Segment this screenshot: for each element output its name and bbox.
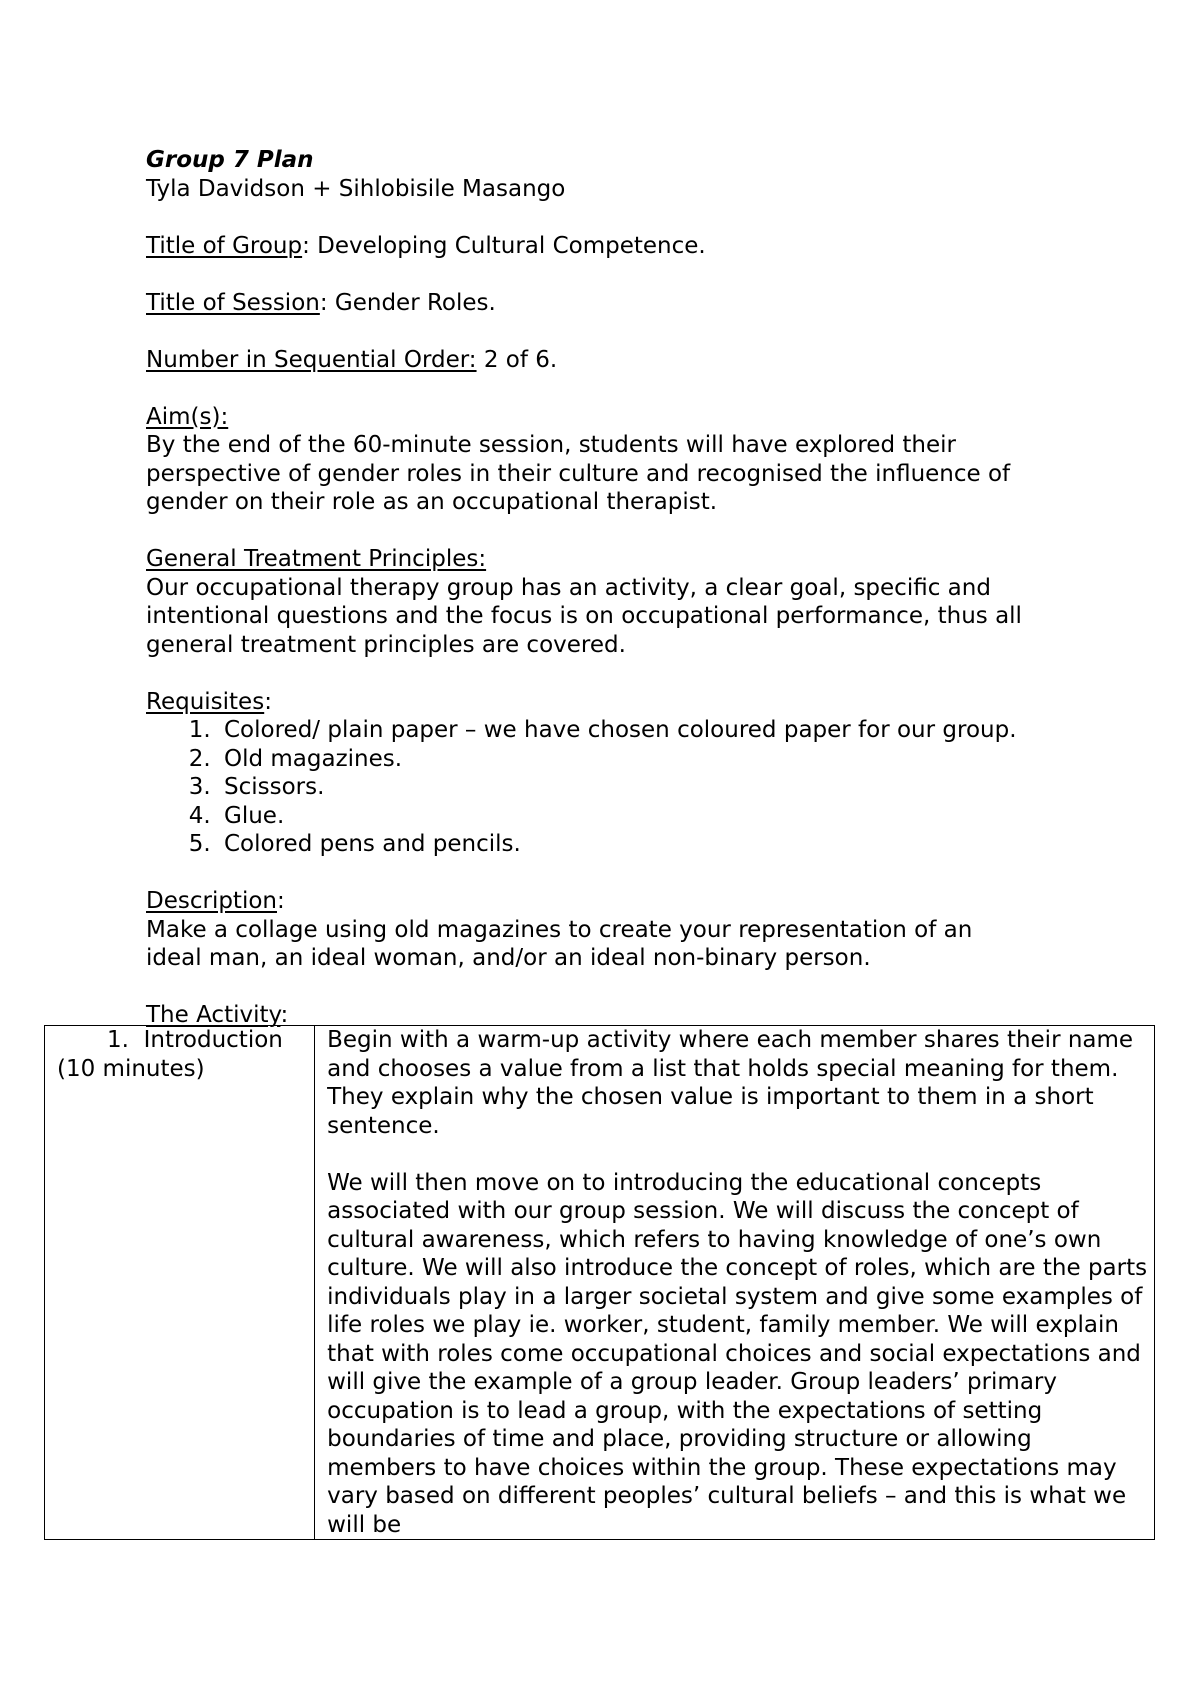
- stage-title: [57, 1026, 308, 1055]
- session-title-line: [146, 289, 1146, 318]
- activity-paragraph: We will then move on to introducing the educational concepts associated with our group session. We will discuss the concept of cultural awareness, which refers to having knowledge of one’s own culture. We will also introduce the concept of roles, which are the parts individuals play in a larger societal system and give some examples of life roles we play ie. worker, student, family member. We will explain that with roles come occupational choices and social expectations and will give the example of a group leader. Group leaders’ primary occupation is to lead a group, with the expectations of setting boundaries of time and place, providing structure or allowing members to have choices within the group. These expectations may vary based on different peoples’ cultural beliefs – and this is what we will be: [327, 1169, 1148, 1538]
- group-title-line: [146, 232, 1146, 261]
- list-item: 3. Scissors.: [218, 773, 1146, 802]
- stage-number: 1.: [107, 1027, 129, 1053]
- description-text: Make a collage using old magazines to create your representation of an ideal man, an ideal woman, and/or an ideal non-binary person.: [146, 916, 973, 971]
- table-row: [45, 1026, 1155, 1540]
- description-label: Description: [146, 888, 277, 914]
- aims-label: Aim(s):: [146, 403, 229, 430]
- session-title-label: Title of Session: [146, 289, 320, 316]
- spacer: [146, 374, 1146, 403]
- aims-text: By the end of the 60-minute session, students will have explored their perspective of gender roles in their culture and recognised the influence of gender on their role as an occupational therapist.: [146, 432, 1011, 515]
- requisites-label: Requisites: [146, 688, 265, 715]
- sequence-label: Number in Sequential Order:: [146, 346, 477, 373]
- stage-name: Introduction: [143, 1027, 283, 1053]
- spacer: [146, 317, 1146, 346]
- list-item: 2. Old magazines.: [218, 745, 1146, 774]
- group-title-value: : Developing Cultural Competence.: [302, 232, 706, 259]
- requisites-heading: [146, 688, 1146, 717]
- spacer: [146, 517, 1146, 546]
- list-item: 4. Glue.: [218, 802, 1146, 831]
- spacer: [146, 859, 1146, 888]
- requisites-colon: :: [264, 688, 272, 715]
- spacer: [146, 260, 1146, 289]
- document-title: Group 7 Plan: [146, 147, 314, 173]
- principles-text: Our occupational therapy group has an activity, a clear goal, specific and intentional questions and the focus is on occupational performance, thus all general treatment principles are covered.: [146, 574, 1022, 658]
- description-colon: :: [277, 888, 285, 914]
- activity-details-cell: [315, 1026, 1155, 1540]
- list-item: 1. Colored/ plain paper – we have chosen coloured paper for our group.: [218, 716, 1146, 745]
- session-title-value: : Gender Roles.: [319, 289, 496, 316]
- stage-duration: (10 minutes): [57, 1055, 205, 1082]
- sequence-value: 2 of 6.: [476, 346, 558, 373]
- sequence-line: [146, 346, 1146, 375]
- authors-line: Tyla Davidson + Sihlobisile Masango: [146, 175, 566, 202]
- principles-label: General Treatment Principles:: [146, 546, 487, 572]
- activity-table: [44, 1025, 1155, 1540]
- spacer: [146, 203, 1146, 232]
- spacer: [327, 1140, 1148, 1169]
- activity-label: The Activity: [146, 1002, 281, 1028]
- activity-paragraph: Begin with a warm-up activity where each member shares their name and chooses a value from a list that holds special meaning for them. They explain why the chosen value is important to them in a short sentence.: [327, 1027, 1134, 1139]
- activity-colon: :: [280, 1002, 289, 1028]
- activity-stage-cell: [45, 1026, 315, 1540]
- description-heading: [146, 887, 1146, 916]
- spacer: [146, 973, 1146, 1002]
- list-item: 5. Colored pens and pencils.: [218, 830, 1146, 859]
- principles-heading: [146, 545, 1146, 574]
- requisites-list: [146, 716, 1146, 859]
- group-title-label: Title of Group: [146, 232, 303, 259]
- spacer: [146, 659, 1146, 688]
- document-body: [146, 146, 1146, 1030]
- aims-heading: [146, 403, 1146, 432]
